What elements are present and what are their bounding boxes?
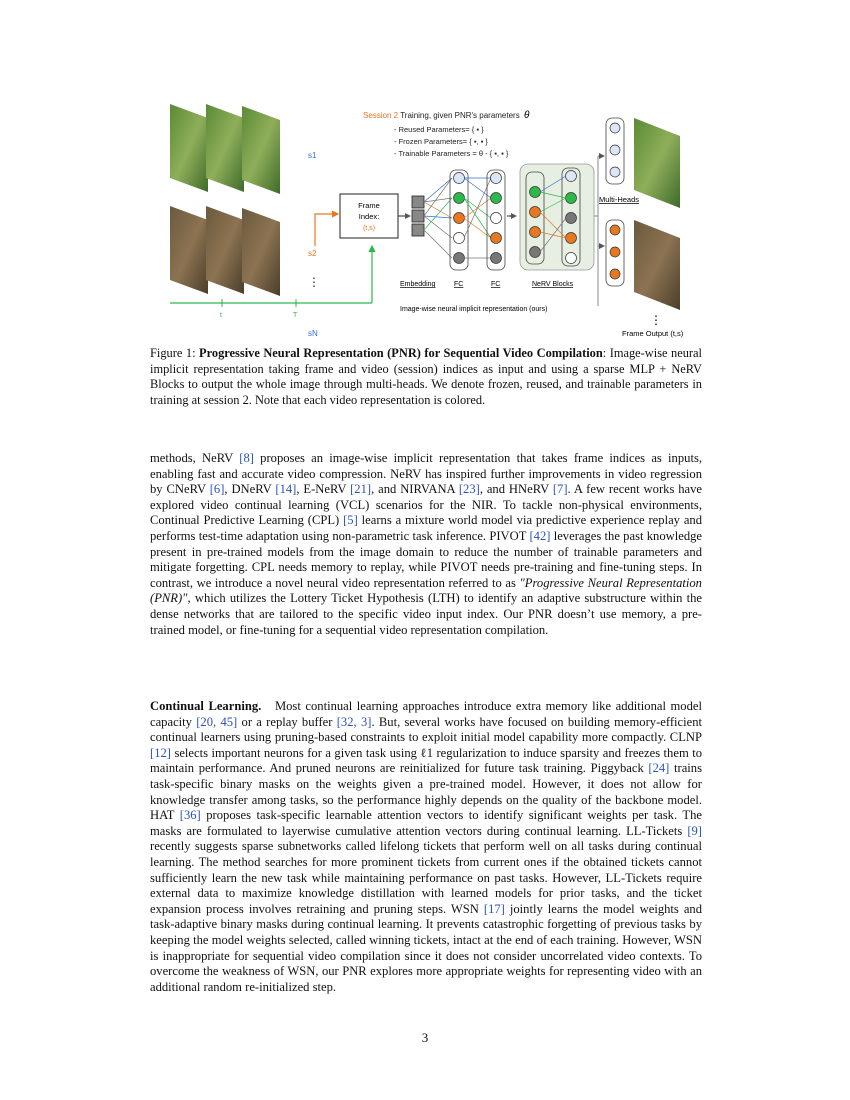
citation-link[interactable]: [9] xyxy=(687,823,702,838)
output-frame-s1 xyxy=(634,118,680,208)
citation-link[interactable]: [17] xyxy=(483,901,505,916)
caption-text: : Image-wise neural implicit representation taking frame and video (session) indices as input and using a sparse MLP + NeRV Blocks to output the whole image through multi-heads. We denote frozen, reused, and trainable parameters in training at session 2. Note that each video representation is colored. xyxy=(150,346,702,407)
text: trains task-specific binary masks on the weights given a pre-trained model. However, it does not allow for knowledge transfer among tasks, so the performance highly depends on the quality of the backbone model. HAT xyxy=(150,761,702,823)
label-nerv-blocks: NeRV Blocks xyxy=(532,281,574,288)
output-frame-s2 xyxy=(634,220,680,310)
citation-link[interactable]: [5] xyxy=(343,513,358,528)
text: jointly learns the model weights and task-adaptive binary masks during continual learning. It prevents catastrophic forgetting of previous tasks by keeping the model weights selected, called winning tickets, intact at the end of each training. However, WSN is inappropriate for sequential video compilation since it does not consider uncorrelated video contexts. To overcome the weakness of WSN, our PNR explores more appropriate weights for representing video with an additional random re-initialized step. xyxy=(150,901,703,994)
citation-link[interactable]: [42] xyxy=(529,528,551,543)
figure-caption xyxy=(150,346,702,408)
svg-text:Session 2 Training, given PNR' xyxy=(363,111,520,120)
label-fc1: FC xyxy=(454,281,464,288)
text: . A few recent works have explored video continual learning (VCL) scenarios for the NIR. To tackle non-physical environments, Continual Predictive Learning (CPL) xyxy=(150,482,703,528)
section-heading-continual-learning: Continual Learning. xyxy=(150,699,262,713)
text: , and NIRVANA xyxy=(371,482,459,497)
timeline-T: T xyxy=(293,312,298,319)
legend-session: Session 2 xyxy=(363,111,399,120)
citation-link[interactable]: [8] xyxy=(239,451,254,465)
vertical-dots-right: ⋮ xyxy=(650,313,662,327)
citation-link[interactable]: [36] xyxy=(179,808,201,823)
emphasis-pnr: "Progressive Neural Representation (PNR)" xyxy=(150,575,702,606)
text: . But, several works have focused on building memory-efficient continual learners using pruning-based constraints to exploit initial model capability more compactly. CLNP xyxy=(150,714,703,745)
text: learns a mixture world model via predictive experience replay and performs test-time adaptation using non-parametric task inference. PIVOT xyxy=(150,513,702,543)
paragraph-related-work-nerv xyxy=(150,451,702,638)
frame-index-line3: (t,s) xyxy=(362,225,376,232)
caption-title: Progressive Neural Representation (PNR) for Sequential Video Compilation xyxy=(199,346,603,360)
text: recently suggests sparse subnetworks called lifelong tickets that perform well on all tasks during continual learning. The method searches for more prominent tickets from current ones if the obtained tickets cannot sufficiently learn the new task while maintaining performance on past tasks. However, LL-Tickets require external data to maximize knowledge distillation with learned models for prior tasks, and the ticket expansion process involves retraining and pruning steps. WSN xyxy=(150,839,702,916)
video-s2-frames xyxy=(170,206,280,296)
legend-frozen: - Frozen Parameters= { ▪, ▪ } xyxy=(394,137,488,146)
text: , E-NeRV xyxy=(296,482,351,497)
vertical-dots-left: ⋮ xyxy=(308,275,320,289)
figure-pnr-architecture xyxy=(150,96,710,346)
label-s1: s1 xyxy=(308,151,317,160)
text: , and HNeRV xyxy=(479,482,553,497)
edges-embedding-fc1 xyxy=(424,178,452,258)
citation-link[interactable]: [24] xyxy=(648,761,670,776)
label-frame-output: Frame Output (t,s) xyxy=(622,329,684,338)
page-number: 3 xyxy=(421,1030,429,1045)
label-s2: s2 xyxy=(308,249,317,258)
text: methods, NeRV xyxy=(150,451,240,465)
label-subtitle: Image-wise neural implicit representation (ours) xyxy=(400,306,548,313)
legend-theta: θ xyxy=(524,110,530,121)
paragraph-continual-learning xyxy=(150,699,706,995)
citation-link[interactable]: [12] xyxy=(150,745,171,760)
label-sn: sN xyxy=(308,329,318,338)
label-fc2: FC xyxy=(491,281,501,288)
frame-index-line2: Index: xyxy=(358,212,380,221)
legend-reused: - Reused Parameters= { ▪ } xyxy=(394,125,484,134)
legend-trainable: - Trainable Parameters = θ - { ▪, ▪ } xyxy=(394,149,509,158)
frame-index-line1: Frame xyxy=(358,201,380,210)
session-index-arrow xyxy=(315,214,338,246)
citation-link[interactable]: [20, 45] xyxy=(196,714,238,729)
citation-link[interactable]: [6] xyxy=(209,482,225,497)
text: Most continual learning approaches introduce extra memory like additional model capacity xyxy=(150,699,706,729)
text: , DNeRV xyxy=(224,482,276,497)
label-embedding: Embedding xyxy=(400,281,436,288)
text: , which utilizes the Lottery Ticket Hypothesis (LTH) to identify an adaptive substructure within the dense networks that are tailored to the specific video input index. Our PNR doesn’t use memory, a pre-trained model, or fine-tuning for a sequential video representation compilation. xyxy=(150,591,702,637)
legend xyxy=(363,110,530,158)
text: leverages the past knowledge present in pre-trained models from the image domain to reduce the number of trainable parameters and mitigate forgetting. CPL needs memory to replay, while PIVOT needs pre-training and fine-tuning steps. In contrast, we introduce a novel neural video representation referred to as xyxy=(150,528,702,590)
text: proposes task-specific learnable attention vectors to identify significant weights per task. The masks are formulated to layerwise cumulative attention vectors during continual learning. LL-Tickets xyxy=(150,808,702,838)
video-s1-frames xyxy=(170,104,280,194)
citation-link[interactable]: [32, 3] xyxy=(336,714,372,729)
citation-link[interactable]: [23] xyxy=(458,482,480,497)
citation-link[interactable]: [14] xyxy=(275,482,297,497)
fc1-nodes xyxy=(454,173,465,264)
figure-diagram xyxy=(150,96,710,346)
text: or a replay buffer xyxy=(237,714,337,729)
citation-link[interactable]: [7] xyxy=(552,482,568,497)
legend-title: Training, given PNR's parameters xyxy=(398,111,520,120)
fc2-nodes xyxy=(491,173,502,264)
caption-label: Figure 1: xyxy=(150,346,200,360)
text: proposes an image-wise implicit representation that takes frame indices as inputs, enabling fast and accurate video compression. NeRV has inspired further improvements in video regression by CNeRV xyxy=(150,451,702,497)
text: selects important neurons for a given task using ℓ1 regularization to induce sparsity and freezes them to maintain performance. And pruned neurons are reinitialized for future task training. Piggyback xyxy=(150,745,702,776)
citation-link[interactable]: [21] xyxy=(350,482,372,497)
label-multi-heads: Multi-Heads xyxy=(599,195,640,204)
timeline-t: t xyxy=(220,312,222,319)
embedding-block xyxy=(412,196,424,236)
